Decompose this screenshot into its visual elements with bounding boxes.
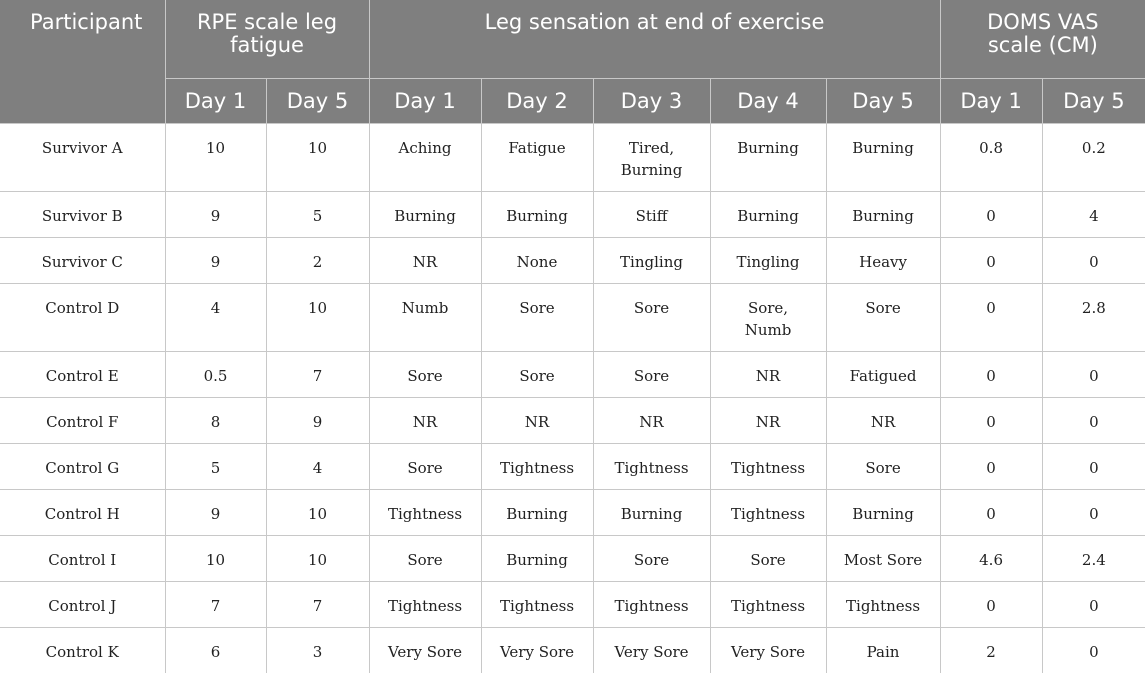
participant-cell: Control H xyxy=(0,490,165,536)
sensation-day4-cell: NR xyxy=(710,352,826,398)
header-leg-sensation: Leg sensation at end of exercise xyxy=(369,0,940,79)
sensation-day4-cell: Sore, Numb xyxy=(710,284,826,352)
table-row xyxy=(0,536,1145,582)
rpe-day1-cell: 6 xyxy=(165,628,266,673)
table-row xyxy=(0,490,1145,536)
rpe-day1-cell: 0.5 xyxy=(165,352,266,398)
sensation-day5-cell: Burning xyxy=(826,490,940,536)
sensation-day1-cell: NR xyxy=(369,238,481,284)
rpe-day5-cell: 7 xyxy=(266,582,369,628)
rpe-day1-cell: 4 xyxy=(165,284,266,352)
sensation-day4-cell: Burning xyxy=(710,124,826,192)
header-doms-day: Day 5 xyxy=(1042,79,1145,124)
sensation-day4-cell: Tightness xyxy=(710,444,826,490)
table-row xyxy=(0,352,1145,398)
sensation-day3-cell: Burning xyxy=(593,490,710,536)
sensation-day3-cell: Tired, Burning xyxy=(593,124,710,192)
rpe-day1-cell: 5 xyxy=(165,444,266,490)
sensation-day4-cell: Very Sore xyxy=(710,628,826,673)
doms-day5-cell: 4 xyxy=(1042,192,1145,238)
sensation-day3-cell: Tingling xyxy=(593,238,710,284)
sensation-day2-cell: Tightness xyxy=(481,444,593,490)
sensation-day4-cell: Tightness xyxy=(710,582,826,628)
doms-day5-cell: 0 xyxy=(1042,238,1145,284)
sensation-day3-cell: Tightness xyxy=(593,444,710,490)
header-sensation-day: Day 5 xyxy=(826,79,940,124)
rpe-day5-cell: 10 xyxy=(266,490,369,536)
participant-cell: Control D xyxy=(0,284,165,352)
sensation-day1-cell: Numb xyxy=(369,284,481,352)
rpe-day1-cell: 7 xyxy=(165,582,266,628)
rpe-day5-cell: 7 xyxy=(266,352,369,398)
table-row xyxy=(0,192,1145,238)
doms-day1-cell: 0 xyxy=(940,398,1042,444)
sensation-day2-cell: Burning xyxy=(481,490,593,536)
sensation-day4-cell: Tingling xyxy=(710,238,826,284)
doms-day1-cell: 2 xyxy=(940,628,1042,673)
table-row xyxy=(0,238,1145,284)
table-row xyxy=(0,124,1145,192)
sensation-day1-cell: Sore xyxy=(369,536,481,582)
rpe-day5-cell: 10 xyxy=(266,124,369,192)
rpe-day1-cell: 9 xyxy=(165,192,266,238)
sensation-day3-cell: Very Sore xyxy=(593,628,710,673)
rpe-day1-cell: 10 xyxy=(165,124,266,192)
sensation-day1-cell: Tightness xyxy=(369,582,481,628)
sensation-day4-cell: Sore xyxy=(710,536,826,582)
sensation-day3-cell: NR xyxy=(593,398,710,444)
doms-day1-cell: 0 xyxy=(940,444,1042,490)
header-rpe: RPE scale leg fatigue xyxy=(165,0,369,79)
sensation-day2-cell: Sore xyxy=(481,352,593,398)
participant-cell: Control E xyxy=(0,352,165,398)
doms-day5-cell: 0 xyxy=(1042,352,1145,398)
sensation-day1-cell: Sore xyxy=(369,352,481,398)
sensation-day5-cell: Heavy xyxy=(826,238,940,284)
subheader-row xyxy=(0,79,1145,124)
sensation-day2-cell: Very Sore xyxy=(481,628,593,673)
doms-day1-cell: 0 xyxy=(940,192,1042,238)
sensation-day3-cell: Tightness xyxy=(593,582,710,628)
doms-day1-cell: 0 xyxy=(940,238,1042,284)
sensation-day1-cell: NR xyxy=(369,398,481,444)
doms-day5-cell: 0 xyxy=(1042,490,1145,536)
rpe-day1-cell: 10 xyxy=(165,536,266,582)
sensation-day1-cell: Aching xyxy=(369,124,481,192)
header-doms: DOMS VAS scale (CM) xyxy=(940,0,1145,79)
participant-cell: Survivor A xyxy=(0,124,165,192)
table-row xyxy=(0,284,1145,352)
header-doms-day: Day 1 xyxy=(940,79,1042,124)
header-sensation-day: Day 4 xyxy=(710,79,826,124)
table-body xyxy=(0,124,1145,673)
sensation-day5-cell: Sore xyxy=(826,444,940,490)
doms-day1-cell: 0 xyxy=(940,582,1042,628)
header-sensation-day: Day 1 xyxy=(369,79,481,124)
header-sensation-day: Day 3 xyxy=(593,79,710,124)
sensation-day3-cell: Sore xyxy=(593,284,710,352)
sensation-day5-cell: Pain xyxy=(826,628,940,673)
sensation-day2-cell: NR xyxy=(481,398,593,444)
rpe-day5-cell: 2 xyxy=(266,238,369,284)
doms-day5-cell: 0 xyxy=(1042,444,1145,490)
rpe-day1-cell: 8 xyxy=(165,398,266,444)
sensation-day1-cell: Sore xyxy=(369,444,481,490)
header-rpe-day: Day 1 xyxy=(165,79,266,124)
sensation-day5-cell: Fatigued xyxy=(826,352,940,398)
sensation-day5-cell: Burning xyxy=(826,192,940,238)
sensation-day4-cell: Tightness xyxy=(710,490,826,536)
sensation-day2-cell: None xyxy=(481,238,593,284)
sensation-day2-cell: Burning xyxy=(481,192,593,238)
sensation-day5-cell: Most Sore xyxy=(826,536,940,582)
header-rpe-day: Day 5 xyxy=(266,79,369,124)
sensation-day2-cell: Burning xyxy=(481,536,593,582)
participant-cell: Control F xyxy=(0,398,165,444)
table-row xyxy=(0,628,1145,673)
sensation-day3-cell: Stiff xyxy=(593,192,710,238)
participant-cell: Control J xyxy=(0,582,165,628)
doms-day5-cell: 0 xyxy=(1042,398,1145,444)
rpe-day5-cell: 3 xyxy=(266,628,369,673)
rpe-day5-cell: 4 xyxy=(266,444,369,490)
header-sensation-day: Day 2 xyxy=(481,79,593,124)
sensation-day2-cell: Sore xyxy=(481,284,593,352)
sensation-day4-cell: Burning xyxy=(710,192,826,238)
doms-day1-cell: 0 xyxy=(940,284,1042,352)
sensation-day3-cell: Sore xyxy=(593,536,710,582)
header-participant: Participant xyxy=(0,0,165,124)
rpe-day1-cell: 9 xyxy=(165,490,266,536)
participant-cell: Survivor B xyxy=(0,192,165,238)
participant-cell: Survivor C xyxy=(0,238,165,284)
sensation-day1-cell: Tightness xyxy=(369,490,481,536)
table-row xyxy=(0,398,1145,444)
table-row xyxy=(0,582,1145,628)
sensation-day5-cell: Tightness xyxy=(826,582,940,628)
doms-day1-cell: 0 xyxy=(940,490,1042,536)
doms-day5-cell: 0.2 xyxy=(1042,124,1145,192)
header-row xyxy=(0,0,1145,79)
participant-cell: Control K xyxy=(0,628,165,673)
sensation-day4-cell: NR xyxy=(710,398,826,444)
participant-cell: Control G xyxy=(0,444,165,490)
sensation-day3-cell: Sore xyxy=(593,352,710,398)
sensation-day5-cell: Sore xyxy=(826,284,940,352)
rpe-day5-cell: 9 xyxy=(266,398,369,444)
sensation-day1-cell: Burning xyxy=(369,192,481,238)
doms-day1-cell: 0 xyxy=(940,352,1042,398)
rpe-day5-cell: 10 xyxy=(266,536,369,582)
sensation-day5-cell: Burning xyxy=(826,124,940,192)
table-row xyxy=(0,444,1145,490)
sensation-day2-cell: Tightness xyxy=(481,582,593,628)
doms-day5-cell: 0 xyxy=(1089,643,1099,661)
sensation-day5-cell: NR xyxy=(826,398,940,444)
rpe-day5-cell: 10 xyxy=(266,284,369,352)
rpe-day1-cell: 9 xyxy=(165,238,266,284)
doms-day1-cell: 0.8 xyxy=(940,124,1042,192)
sensation-day1-cell: Very Sore xyxy=(369,628,481,673)
doms-day5-cell: 0 xyxy=(1042,582,1145,628)
rpe-day5-cell: 5 xyxy=(266,192,369,238)
doms-day5-cell: 2.8 xyxy=(1042,284,1145,352)
doms-day5-cell: 2.4 xyxy=(1042,536,1145,582)
sensation-day2-cell: Fatigue xyxy=(481,124,593,192)
doms-day1-cell: 4.6 xyxy=(940,536,1042,582)
participant-cell: Control I xyxy=(0,536,165,582)
